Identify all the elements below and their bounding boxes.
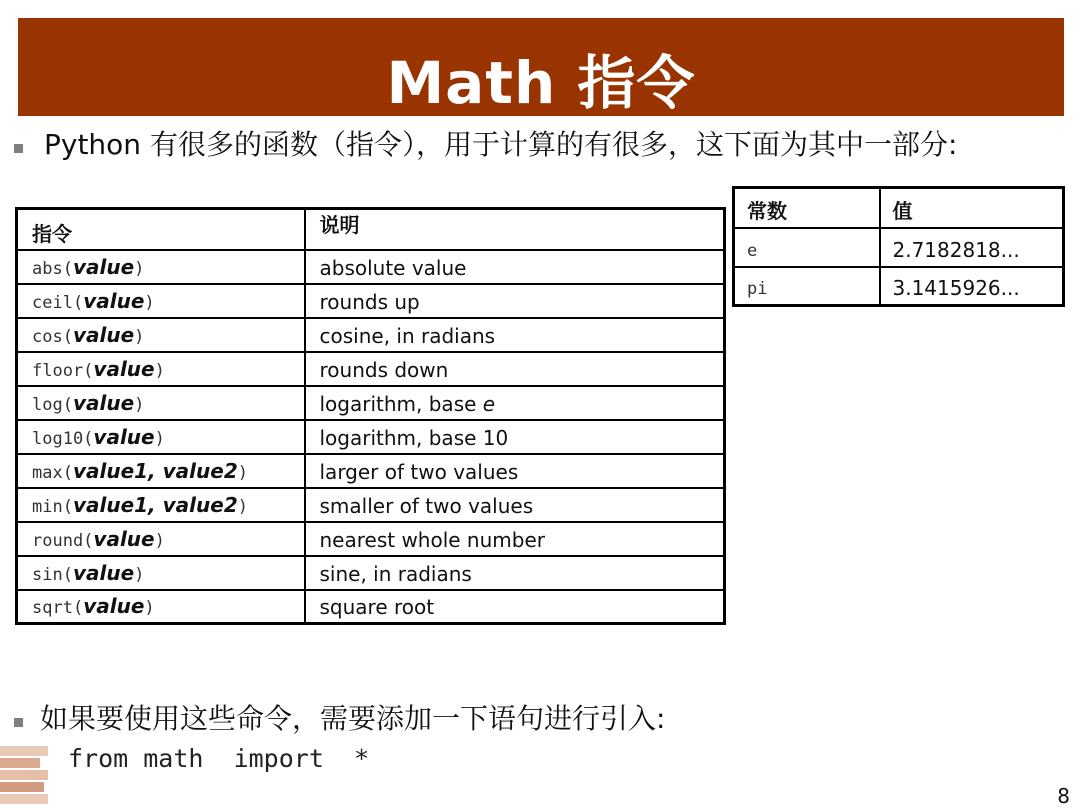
description-cell [305,522,725,556]
description-text: nearest whole number [319,527,545,552]
function-args: value1, value2 [72,458,238,483]
function-args: value [72,254,135,279]
description-text: sine, in radians [319,561,472,586]
table-row [17,386,725,420]
intro-text: Python 有很多的函数（指令），用于计算的有很多，这下面为其中一部分: [44,128,958,161]
description-text: square root [319,595,435,619]
import-code: from math import * [68,744,370,773]
table-row [17,352,725,386]
description-cell [305,318,725,352]
command-cell [17,454,305,488]
function-name: log( [32,394,73,415]
function-name: abs( [32,258,73,279]
function-close: ) [134,394,145,415]
command-cell [17,386,305,420]
function-close: ) [134,326,145,347]
function-args: value1, value2 [72,492,238,517]
description-cell [305,352,725,386]
function-args: value [93,424,155,449]
description-cell [305,488,725,522]
description-emphasis: e [482,391,496,416]
description-text: cosine, in radians [319,323,496,348]
table-row [734,228,1064,267]
description-text: absolute value [319,255,467,280]
function-args: value [83,288,145,313]
description-cell [305,556,725,590]
const-header-row [734,188,1064,228]
description-cell [305,386,725,420]
constant-value: 2.7182818... [880,228,1064,267]
function-name: floor( [32,360,94,381]
slide-title: Math 指令 [386,49,696,117]
table-row [17,454,725,488]
constant-value: 3.1415926... [880,267,1064,306]
description-cell [305,284,725,318]
function-close: ) [154,530,165,551]
table-row [734,267,1064,306]
command-cell [17,352,305,386]
bullet-icon [14,144,23,153]
constant-name-text: pi [747,279,768,299]
function-close: ) [154,360,165,381]
function-close: ) [144,598,155,618]
page-number: 8 [1057,784,1070,808]
description-text: logarithm, base [319,391,483,416]
command-cell [17,250,305,284]
function-args: value [72,560,135,585]
command-cell [17,590,305,624]
constants-table [732,186,1065,307]
description-cell [305,454,725,488]
function-close: ) [237,462,248,483]
command-cell [17,522,305,556]
command-cell [17,420,305,454]
header-constant: 常数 [734,188,880,228]
constant-name-text: e [747,240,758,261]
function-name: sqrt( [32,598,84,618]
description-text: rounds down [319,357,449,382]
table-row [17,522,725,556]
function-args: value [93,526,155,551]
header-description: 说明 [305,209,725,250]
function-name: ceil( [32,292,84,313]
constant-name [734,228,880,267]
function-name: min( [32,496,73,517]
table-header-row [17,209,725,250]
command-cell [17,556,305,590]
function-name: cos( [32,326,73,347]
function-close: ) [237,496,248,517]
table-row [17,250,725,284]
function-name: log10( [32,428,94,449]
bullet-icon [14,718,23,727]
function-args: value [72,390,135,415]
function-close: ) [144,292,155,313]
description-text: smaller of two values [319,493,534,518]
function-name: round( [32,530,94,551]
function-args: value [93,356,155,381]
table-row [17,420,725,454]
header-value: 值 [880,188,1064,228]
function-name: max( [32,462,73,483]
title-bar [18,18,1064,116]
function-close: ) [134,258,145,279]
description-cell [305,250,725,284]
description-text: rounds up [319,289,420,314]
function-close: ) [134,564,145,585]
table-row [17,590,725,624]
function-close: ) [154,428,165,449]
description-cell [305,420,725,454]
table-row [17,556,725,590]
function-args: value [83,594,145,618]
commands-table [15,207,726,625]
constant-name [734,267,880,306]
import-note: 如果要使用这些命令，需要添加一下语句进行引入: [40,702,666,735]
header-command: 指令 [17,209,305,250]
command-cell [17,318,305,352]
function-name: sin( [32,564,73,585]
description-text: logarithm, base 10 [319,425,509,450]
table-row [17,488,725,522]
table-row [17,284,725,318]
table-row [17,318,725,352]
command-cell [17,488,305,522]
function-args: value [72,322,135,347]
command-cell [17,284,305,318]
description-cell [305,590,725,624]
description-text: larger of two values [319,459,519,484]
